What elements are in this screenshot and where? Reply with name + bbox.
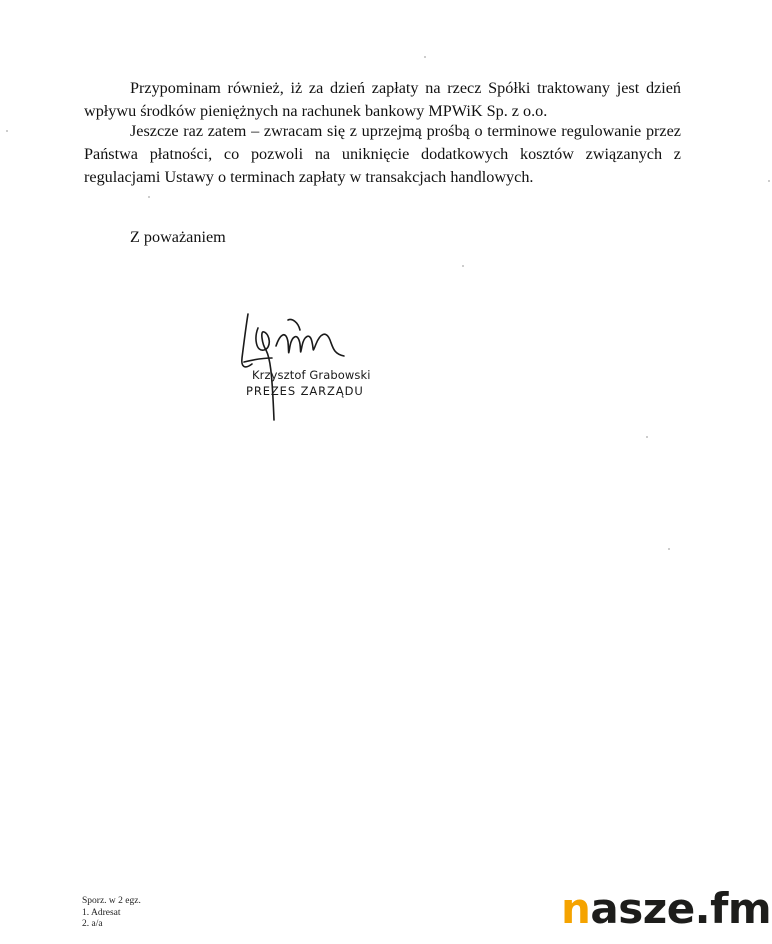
closing-salutation: Z poważaniem xyxy=(130,228,226,246)
reminder-paragraph: Przypominam również, iż za dzień zapłaty na rzecz Spółki traktowany jest dzień wpływu środków pieniężnych na rachunek bankowy MPWiK Sp. z o.o. xyxy=(84,79,681,120)
logo-text: asze.fm xyxy=(590,884,772,933)
request-paragraph: Jeszcze raz zatem – zwracam się z uprzejmą prośbą o terminowe regulowanie przez Państwa płatności, co pozwoli na uniknięcie dodatkowych kosztów związanych z regulacjami Ustawy o terminach zapłaty w transakcjach handlowych. xyxy=(84,122,681,186)
distribution-item: 2. a/a xyxy=(82,919,103,929)
scan-speck xyxy=(768,180,770,182)
handwritten-signature xyxy=(232,300,402,430)
signatory-title: PREZES ZARZĄDU xyxy=(246,384,364,398)
logo-letter-n: n xyxy=(561,884,591,933)
signature-stamp xyxy=(232,300,402,430)
scan-speck xyxy=(424,56,426,58)
scan-speck xyxy=(646,436,648,438)
copies-count: Sporz. w 2 egz. xyxy=(82,896,141,906)
copies-note xyxy=(82,896,141,931)
scan-speck xyxy=(462,265,464,267)
distribution-item: 1. Adresat xyxy=(82,907,121,918)
nasze-fm-logo xyxy=(561,883,772,935)
scan-speck xyxy=(148,196,150,198)
signatory-name: Krzysztof Grabowski xyxy=(252,368,371,382)
scan-speck xyxy=(6,130,8,132)
scan-speck xyxy=(668,548,670,550)
